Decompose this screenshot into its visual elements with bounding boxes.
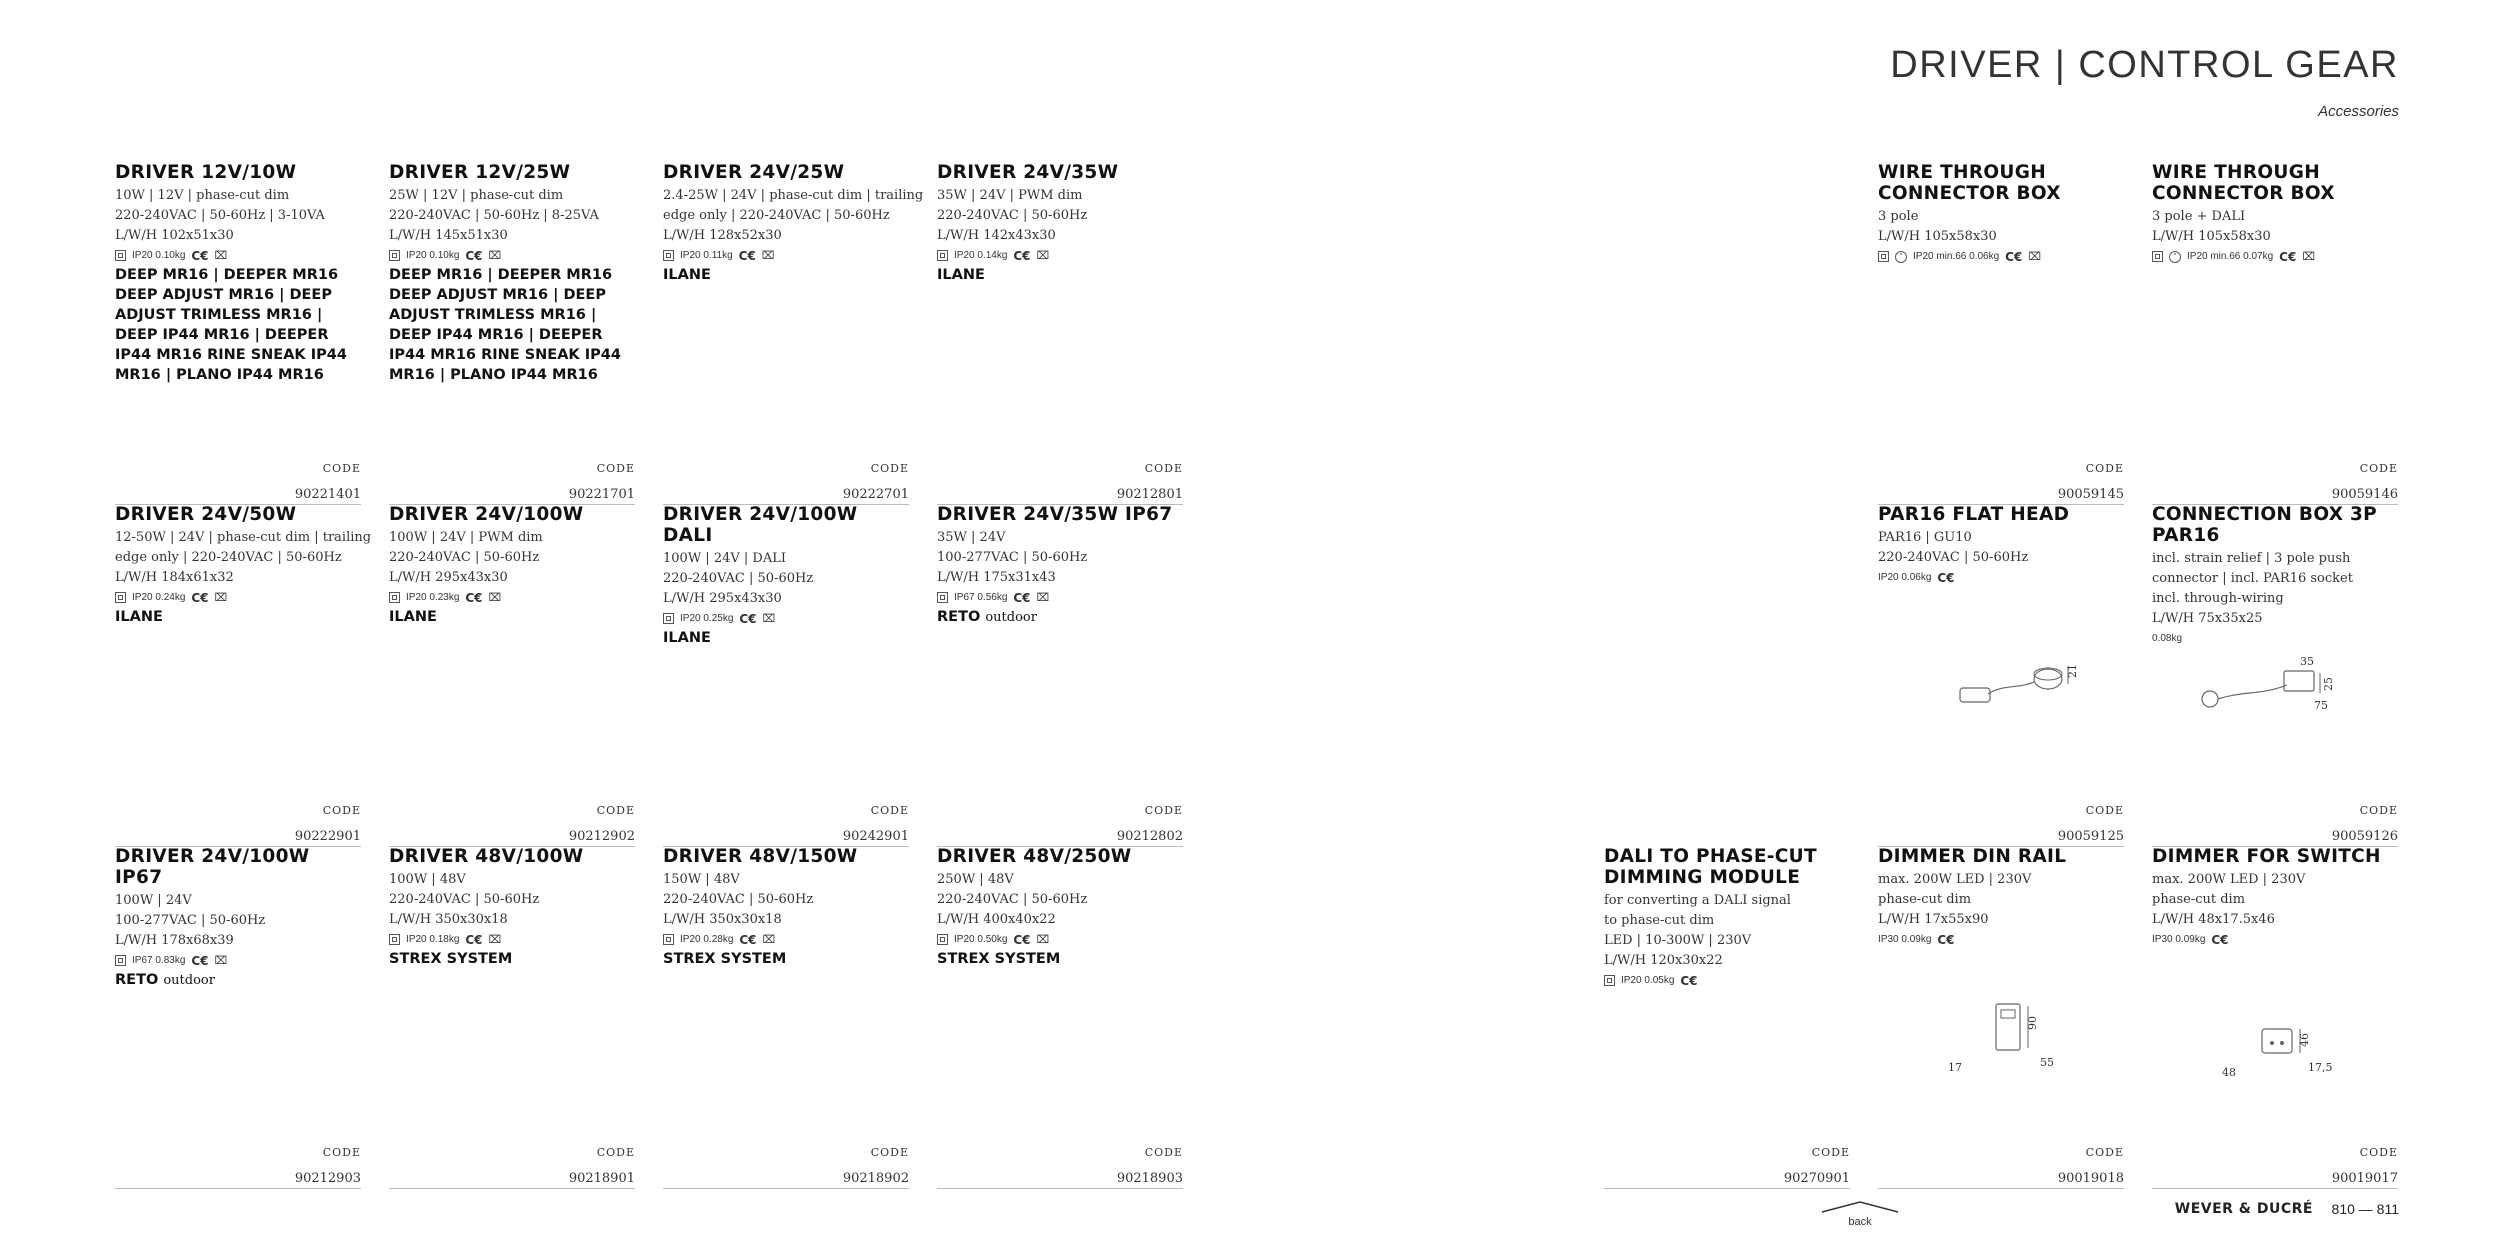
brand-logo: WEVER & DUCRÉ	[2174, 1201, 2313, 1217]
product-spec-line: 220-240VAC | 50-60Hz	[663, 571, 814, 586]
product-spec-line: L/W/H 142x43x30	[937, 228, 1056, 243]
ce-mark-icon: C€	[465, 590, 483, 605]
product-spec-line: max. 200W LED | 230V	[2152, 872, 2306, 887]
ce-mark-icon: C€	[1937, 932, 1955, 947]
ce-mark-icon: C€	[191, 590, 209, 605]
specs-text: IP20 0.23kg	[406, 592, 460, 603]
product-card	[2152, 162, 2398, 502]
product-code: 90222901	[115, 829, 361, 847]
code-block	[937, 462, 1183, 505]
product-specs	[2152, 930, 2398, 949]
product-spec-line: L/W/H 350x30x18	[389, 912, 508, 927]
product-code: 90218902	[663, 1171, 909, 1189]
product-code: 90221401	[115, 487, 361, 505]
product-card	[663, 504, 909, 844]
product-spec-line: incl. through-wiring	[2152, 591, 2284, 606]
product-spec-line: L/W/H 178x68x39	[115, 933, 234, 948]
product-card	[1878, 162, 2124, 502]
product-spec-line: PAR16 | GU10	[1878, 530, 1972, 545]
product-spec-line: 2.4-25W | 24V | phase-cut dim | trailing	[663, 188, 924, 203]
code-label: CODE	[2085, 804, 2124, 817]
weee-icon: ⌧	[762, 934, 776, 946]
product-spec-line: L/W/H 105x58x30	[2152, 229, 2271, 244]
product-spec-line: L/W/H 128x52x30	[663, 228, 782, 243]
product-spec-line: edge only | 220-240VAC | 50-60Hz	[663, 208, 890, 223]
ce-mark-icon: C€	[739, 611, 757, 626]
specs-text: IP20 0.25kg	[680, 613, 734, 624]
compatible-products: ILANE	[115, 609, 163, 625]
product-card	[115, 504, 372, 844]
ce-mark-icon: C€	[1013, 248, 1031, 263]
code-block	[389, 1146, 635, 1189]
product-spec-line: 220-240VAC | 50-60Hz	[663, 892, 814, 907]
code-block	[663, 1146, 909, 1189]
product-card	[389, 504, 635, 844]
product-spec-line: to phase-cut dim	[1604, 913, 1715, 928]
product-code: 90059125	[1878, 829, 2124, 847]
ce-mark-icon: C€	[191, 248, 209, 263]
product-name: DRIVER 24V/50W	[115, 504, 297, 525]
product-name: DRIVER 24V/35W	[937, 162, 1119, 183]
product-spec-line: L/W/H 17x55x90	[1878, 912, 1989, 927]
page-subtitle: Accessories	[2318, 103, 2399, 120]
product-card	[663, 846, 909, 1186]
product-spec-line: 35W | 24V	[937, 530, 1006, 545]
product-spec-line: L/W/H 105x58x30	[1878, 229, 1997, 244]
code-label: CODE	[1144, 1146, 1183, 1159]
protection-class-icon	[937, 250, 948, 261]
code-label: CODE	[596, 1146, 635, 1159]
weee-icon: ⌧	[488, 250, 502, 262]
product-name: DRIVER 48V/250W	[937, 846, 1132, 867]
compat-name: RETO	[115, 972, 159, 988]
product-specs	[115, 951, 361, 970]
product-specs	[1878, 247, 2124, 266]
weee-icon: ⌧	[1036, 934, 1050, 946]
specs-text: 0.08kg	[2152, 633, 2183, 644]
page-numbers: 810 — 811	[2331, 1201, 2399, 1217]
protection-class-icon	[115, 250, 126, 261]
protection-class-icon	[1878, 251, 1889, 262]
product-spec-line: L/W/H 102x51x30	[115, 228, 234, 243]
back-label: back	[1848, 1216, 1872, 1228]
product-spec-line: 12-50W | 24V | phase-cut dim | trailing	[115, 530, 372, 545]
specs-text: IP20 0.24kg	[132, 592, 186, 603]
code-label: CODE	[1144, 804, 1183, 817]
product-code: 90218901	[389, 1171, 635, 1189]
page-title: DRIVER | CONTROL GEAR	[1890, 44, 2399, 86]
compatible-products: DEEP MR16 | DEEPER MR16 DEEP ADJUST MR16 | DEEP ADJUST TRIMLESS MR16 | DEEP IP44 MR16 | DEEPER IP44 MR16 RINE SNEAK IP44 MR16 | PLANO IP44 MR16	[389, 267, 621, 383]
product-card	[389, 846, 635, 1186]
product-spec-line: 220-240VAC | 50-60Hz	[1878, 550, 2029, 565]
weee-icon: ⌧	[2028, 251, 2042, 263]
product-card	[937, 162, 1183, 502]
weee-icon: ⌧	[1036, 250, 1050, 262]
compatible-products: STREX SYSTEM	[937, 951, 1061, 967]
weee-icon: ⌧	[214, 955, 228, 967]
product-code: 90019017	[2152, 1171, 2398, 1189]
par16-flat-head-drawing	[1948, 644, 2098, 724]
dimension-label: 17	[1948, 1061, 1962, 1074]
product-spec-line: 100-277VAC | 50-60Hz	[937, 550, 1088, 565]
product-spec-line: phase-cut dim	[1878, 892, 1972, 907]
product-name: DRIVER 24V/100W	[389, 504, 584, 525]
product-spec-line: L/W/H 48x17.5x46	[2152, 912, 2275, 927]
code-label: CODE	[1144, 462, 1183, 475]
code-block	[1878, 462, 2124, 505]
product-code: 90019018	[1878, 1171, 2124, 1189]
ce-mark-icon: C€	[739, 932, 757, 947]
specs-text: IP20 0.05kg	[1621, 975, 1675, 986]
product-spec-line: 150W | 48V	[663, 872, 740, 887]
weee-icon: ⌧	[762, 613, 776, 625]
product-spec-line: L/W/H 400x40x22	[937, 912, 1056, 927]
product-spec-line: 220-240VAC | 50-60Hz | 3-10VA	[115, 208, 325, 223]
product-specs	[663, 609, 909, 628]
back-arrow-icon	[1820, 1200, 1900, 1214]
product-name: DIMMER FOR SWITCH	[2152, 846, 2381, 867]
product-code: 90218903	[937, 1171, 1183, 1189]
specs-text: IP20 min.66 0.07kg	[2187, 251, 2274, 262]
product-spec-line: LED | 10-300W | 230V	[1604, 933, 1752, 948]
product-spec-line: 3 pole	[1878, 209, 1919, 224]
specs-text: IP20 0.14kg	[954, 250, 1008, 261]
code-label: CODE	[2359, 462, 2398, 475]
product-spec-line: 3 pole + DALI	[2152, 209, 2246, 224]
product-card	[115, 846, 361, 1186]
product-spec-line: 35W | 24V | PWM dim	[937, 188, 1083, 203]
code-block	[937, 1146, 1183, 1189]
specs-text: IP67 0.56kg	[954, 592, 1008, 603]
code-block	[1604, 1146, 1850, 1189]
product-specs	[937, 930, 1183, 949]
code-label: CODE	[596, 804, 635, 817]
dimmer-for-switch-drawing	[2202, 1021, 2362, 1091]
dimension-label: 25	[2322, 677, 2335, 691]
dimmer-din-rail-drawing	[1938, 996, 2078, 1086]
product-name: DRIVER 48V/150W	[663, 846, 858, 867]
product-spec-line: 100W | 24V | PWM dim	[389, 530, 543, 545]
product-card	[937, 846, 1183, 1186]
dimension-label: 90	[2026, 1016, 2039, 1030]
product-specs	[2152, 247, 2398, 266]
compatible-products	[115, 970, 361, 991]
product-spec-line: 220-240VAC | 50-60Hz	[389, 892, 540, 907]
code-block	[115, 804, 361, 847]
product-card	[663, 162, 924, 502]
product-specs	[389, 246, 635, 265]
code-label: CODE	[2359, 1146, 2398, 1159]
dimension-label: 48	[2222, 1066, 2236, 1079]
product-code: 90212903	[115, 1171, 361, 1189]
product-specs	[1604, 971, 1850, 990]
product-name: DRIVER 24V/100W DALI	[663, 504, 858, 546]
code-label: CODE	[322, 804, 361, 817]
product-specs	[115, 588, 361, 607]
compat-name: RETO	[937, 609, 981, 625]
code-block	[937, 804, 1183, 847]
ce-mark-icon: C€	[465, 248, 483, 263]
ce-mark-icon: C€	[191, 953, 209, 968]
product-specs	[115, 246, 361, 265]
product-spec-line: 100W | 24V | DALI	[663, 551, 786, 566]
compatible-products	[937, 607, 1183, 628]
code-label: CODE	[2085, 1146, 2124, 1159]
compatible-products: ILANE	[663, 630, 711, 646]
product-card	[2152, 846, 2398, 1186]
product-spec-line: L/W/H 145x51x30	[389, 228, 508, 243]
product-card	[2152, 504, 2398, 844]
code-label: CODE	[322, 462, 361, 475]
compat-suffix: outdoor	[985, 610, 1037, 625]
product-specs	[389, 930, 635, 949]
specs-text: IP20 0.06kg	[1878, 572, 1932, 583]
protection-class-icon	[937, 934, 948, 945]
product-spec-line: 100W | 48V	[389, 872, 466, 887]
dimension-label: 21	[2066, 664, 2079, 678]
specs-text: IP67 0.83kg	[132, 955, 186, 966]
specs-text: IP20 0.10kg	[406, 250, 460, 261]
product-specs	[2152, 629, 2398, 648]
protection-class-icon	[2152, 251, 2163, 262]
code-label: CODE	[2359, 804, 2398, 817]
product-specs	[937, 588, 1183, 607]
code-block	[115, 1146, 361, 1189]
protection-class-icon	[663, 250, 674, 261]
weee-icon: ⌧	[488, 592, 502, 604]
protection-class-icon	[115, 955, 126, 966]
product-spec-line: L/W/H 295x43x30	[389, 570, 508, 585]
product-spec-line: max. 200W LED | 230V	[1878, 872, 2032, 887]
product-spec-line: 10W | 12V | phase-cut dim	[115, 188, 290, 203]
product-spec-line: phase-cut dim	[2152, 892, 2246, 907]
dimension-label: 75	[2314, 699, 2328, 712]
compatible-products: DEEP MR16 | DEEPER MR16 DEEP ADJUST MR16 | DEEP ADJUST TRIMLESS MR16 | DEEP IP44 MR16 | DEEPER IP44 MR16 RINE SNEAK IP44 MR16 | PLANO IP44 MR16	[115, 267, 347, 383]
product-specs	[663, 930, 909, 949]
product-spec-line: L/W/H 175x31x43	[937, 570, 1056, 585]
product-name: DIMMER DIN RAIL	[1878, 846, 2067, 867]
product-spec-line: 220-240VAC | 50-60Hz	[937, 208, 1088, 223]
product-code: 90222701	[663, 487, 909, 505]
product-card	[1878, 504, 2124, 844]
ce-mark-icon: C€	[1013, 590, 1031, 605]
product-spec-line: L/W/H 350x30x18	[663, 912, 782, 927]
product-spec-line: for converting a DALI signal	[1604, 893, 1791, 908]
product-specs	[389, 588, 635, 607]
product-card	[1604, 846, 1850, 1186]
product-spec-line: L/W/H 75x35x25	[2152, 611, 2263, 626]
product-spec-line: incl. strain relief | 3 pole push	[2152, 551, 2351, 566]
product-name: PAR16 FLAT HEAD	[1878, 504, 2070, 525]
product-name: DRIVER 12V/25W	[389, 162, 571, 183]
temperature-icon: °	[2169, 251, 2181, 263]
code-block	[389, 462, 635, 505]
product-specs	[937, 246, 1183, 265]
code-block	[2152, 1146, 2398, 1189]
product-name: DRIVER 48V/100W	[389, 846, 584, 867]
code-block	[1878, 804, 2124, 847]
code-block	[389, 804, 635, 847]
weee-icon: ⌧	[214, 592, 228, 604]
code-label: CODE	[870, 1146, 909, 1159]
protection-class-icon	[663, 934, 674, 945]
product-card	[389, 162, 635, 502]
product-name: DRIVER 24V/25W	[663, 162, 845, 183]
code-label: CODE	[596, 462, 635, 475]
product-code: 90212802	[937, 829, 1183, 847]
product-code: 90212801	[937, 487, 1183, 505]
weee-icon: ⌧	[488, 934, 502, 946]
ce-mark-icon: C€	[2211, 932, 2229, 947]
specs-text: IP20 0.18kg	[406, 934, 460, 945]
connection-box-drawing	[2192, 649, 2372, 729]
product-spec-line: edge only | 220-240VAC | 50-60Hz	[115, 550, 342, 565]
specs-text: IP20 0.10kg	[132, 250, 186, 261]
product-code: 90270901	[1604, 1171, 1850, 1189]
ce-mark-icon: C€	[1937, 570, 1955, 585]
code-label: CODE	[870, 804, 909, 817]
code-label: CODE	[322, 1146, 361, 1159]
product-code: 90059146	[2152, 487, 2398, 505]
product-spec-line: L/W/H 184x61x32	[115, 570, 234, 585]
product-name: DALI TO PHASE-CUT DIMMING MODULE	[1604, 846, 1817, 888]
code-block	[663, 804, 909, 847]
ce-mark-icon: C€	[465, 932, 483, 947]
product-spec-line: 220-240VAC | 50-60Hz	[389, 550, 540, 565]
code-label: CODE	[1811, 1146, 1850, 1159]
product-code: 90059145	[1878, 487, 2124, 505]
protection-class-icon	[389, 250, 400, 261]
ce-mark-icon: C€	[2279, 249, 2297, 264]
product-spec-line: 25W | 12V | phase-cut dim	[389, 188, 564, 203]
specs-text: IP20 0.50kg	[954, 934, 1008, 945]
temperature-icon: °	[1895, 251, 1907, 263]
weee-icon: ⌧	[1036, 592, 1050, 604]
dimension-label: 17,5	[2308, 1061, 2333, 1074]
specs-text: IP20 0.11kg	[680, 250, 733, 261]
protection-class-icon	[389, 592, 400, 603]
protection-class-icon	[937, 592, 948, 603]
product-name: WIRE THROUGH CONNECTOR BOX	[2152, 162, 2335, 204]
product-spec-line: L/W/H 295x43x30	[663, 591, 782, 606]
protection-class-icon	[663, 613, 674, 624]
ce-mark-icon: C€	[1680, 973, 1698, 988]
product-spec-line: connector | incl. PAR16 socket	[2152, 571, 2353, 586]
product-card	[937, 504, 1183, 844]
product-specs	[1878, 930, 2124, 949]
compatible-products: ILANE	[663, 267, 711, 283]
product-name: WIRE THROUGH CONNECTOR BOX	[1878, 162, 2061, 204]
compatible-products: ILANE	[389, 609, 437, 625]
product-code: 90242901	[663, 829, 909, 847]
product-spec-line: L/W/H 120x30x22	[1604, 953, 1723, 968]
dimension-label: 46	[2298, 1033, 2311, 1047]
ce-mark-icon: C€	[738, 248, 756, 263]
product-specs	[1878, 568, 2124, 587]
product-name: DRIVER 24V/35W IP67	[937, 504, 1173, 525]
code-block	[1878, 1146, 2124, 1189]
specs-text: IP30 0.09kg	[2152, 934, 2206, 945]
specs-text: IP30 0.09kg	[1878, 934, 1932, 945]
specs-text: IP20 min.66 0.06kg	[1913, 251, 2000, 262]
code-block	[115, 462, 361, 505]
specs-text: IP20 0.28kg	[680, 934, 734, 945]
code-block	[663, 462, 909, 505]
product-specs	[663, 246, 909, 265]
weee-icon: ⌧	[2302, 251, 2316, 263]
protection-class-icon	[389, 934, 400, 945]
product-name: CONNECTION BOX 3P PAR16	[2152, 504, 2378, 546]
product-name: DRIVER 12V/10W	[115, 162, 297, 183]
product-spec-line: 220-240VAC | 50-60Hz | 8-25VA	[389, 208, 599, 223]
code-label: CODE	[870, 462, 909, 475]
compatible-products: ILANE	[937, 267, 985, 283]
protection-class-icon	[115, 592, 126, 603]
compat-suffix: outdoor	[163, 973, 215, 988]
product-name: DRIVER 24V/100W IP67	[115, 846, 310, 888]
product-card	[1878, 846, 2124, 1186]
product-code: 90221701	[389, 487, 635, 505]
dimension-label: 55	[2040, 1056, 2054, 1069]
dimension-label: 35	[2300, 655, 2314, 668]
product-spec-line: 250W | 48V	[937, 872, 1014, 887]
product-spec-line: 100W | 24V	[115, 893, 192, 908]
code-block	[2152, 804, 2398, 847]
code-block	[2152, 462, 2398, 505]
back-button[interactable]	[1820, 1199, 1900, 1228]
product-code: 90212902	[389, 829, 635, 847]
ce-mark-icon: C€	[2005, 249, 2023, 264]
compatible-products: STREX SYSTEM	[389, 951, 513, 967]
product-spec-line: 220-240VAC | 50-60Hz	[937, 892, 1088, 907]
protection-class-icon	[1604, 975, 1615, 986]
product-card	[115, 162, 361, 502]
weee-icon: ⌧	[761, 250, 775, 262]
compatible-products: STREX SYSTEM	[663, 951, 787, 967]
ce-mark-icon: C€	[1013, 932, 1031, 947]
product-code: 90059126	[2152, 829, 2398, 847]
weee-icon: ⌧	[214, 250, 228, 262]
product-spec-line: 100-277VAC | 50-60Hz	[115, 913, 266, 928]
code-label: CODE	[2085, 462, 2124, 475]
